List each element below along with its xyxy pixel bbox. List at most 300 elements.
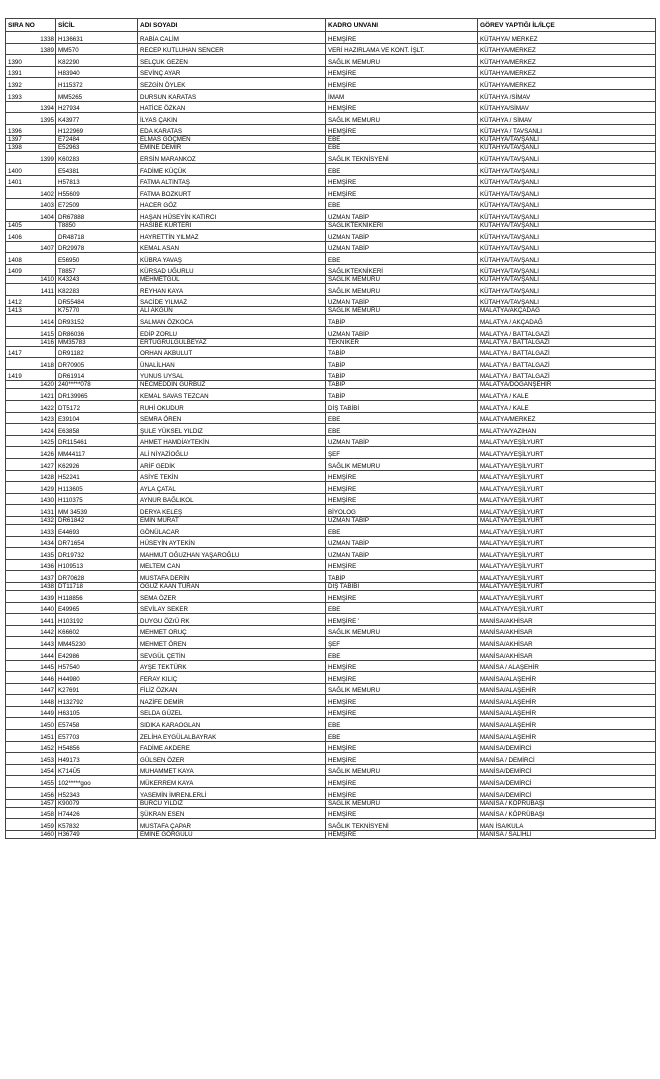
row-adi-soyadi: EDA KARATAS <box>138 124 326 136</box>
table-row <box>6 548 656 560</box>
table-row <box>6 241 656 253</box>
row-adi-soyadi: ERTUGRULGÜLBEYAZ <box>138 338 326 346</box>
table-row <box>6 253 656 265</box>
row-kadro-unvani: HEMŞİRE <box>326 187 478 199</box>
row-adi-soyadi: HASİBE KURTERİ <box>138 221 326 229</box>
row-gorev-yeri: KÜTAHYA/TAVŞANLI <box>478 295 656 307</box>
row-gorev-yeri: MALATYA/YEŞİLYURT <box>478 459 656 471</box>
row-adi-soyadi: SEVGÜL ÇETİN <box>138 648 326 660</box>
table-row <box>6 788 656 800</box>
row-gorev-yeri: KÜTAHYA/TAVŞANLI <box>478 229 656 241</box>
table-row <box>6 447 656 459</box>
row-gorev-yeri: MANİSA/DEMİRCİ <box>478 741 656 753</box>
row-gorev-yeri: MANİSA / KÖPRÜBAŞI <box>478 799 656 807</box>
row-adi-soyadi: SEMA ÖZER <box>138 590 326 602</box>
row-sicil: DT11718 <box>56 582 138 590</box>
row-kadro-unvani: TABİP <box>326 358 478 370</box>
row-gorev-yeri: KÜTAHYA/TAVŞANLI <box>478 210 656 222</box>
row-kadro-unvani: HEMŞİRE <box>326 482 478 494</box>
table-row <box>6 229 656 241</box>
table-row <box>6 741 656 753</box>
row-gorev-yeri: MALATYA / KALE <box>478 401 656 413</box>
row-sicil: K43977 <box>56 113 138 125</box>
row-sicil: K57832 <box>56 819 138 831</box>
header-gorev-yeri: GÖREV YAPTIĞI İL/İLÇE <box>478 19 656 32</box>
row-sira-no: 1422 <box>6 401 56 413</box>
row-sicil: E44693 <box>56 524 138 536</box>
table-row <box>6 152 656 164</box>
row-sira-no: 1444 <box>6 648 56 660</box>
row-adi-soyadi: SELDA GÜZEL <box>138 706 326 718</box>
row-sira-no: 1448 <box>6 695 56 707</box>
row-sira-no: 1435 <box>6 548 56 560</box>
row-adi-soyadi: KÜRSAD UĞURLU <box>138 264 326 276</box>
row-gorev-yeri: MANİSA/AKHİSAR <box>478 648 656 660</box>
row-kadro-unvani: HEMŞİRE <box>326 175 478 187</box>
row-sira-no: 1437 <box>6 571 56 583</box>
row-sicil: E42986 <box>56 648 138 660</box>
row-sira-no: 1431 <box>6 505 56 517</box>
row-kadro-unvani: EBE <box>326 718 478 730</box>
row-sicil: DR115461 <box>56 435 138 447</box>
row-sira-no: 1407 <box>6 241 56 253</box>
row-gorev-yeri: MANİSA/ALAŞEHİR <box>478 706 656 718</box>
row-sira-no: 1428 <box>6 470 56 482</box>
row-sira-no: 1449 <box>6 706 56 718</box>
table-row <box>6 571 656 583</box>
row-sicil: 240*****078 <box>56 381 138 389</box>
row-sira-no: 1439 <box>6 590 56 602</box>
table-row <box>6 559 656 571</box>
row-kadro-unvani: EBE <box>326 412 478 424</box>
table-row <box>6 66 656 78</box>
table-row <box>6 718 656 730</box>
table-row <box>6 55 656 67</box>
row-kadro-unvani: SAĞLIK MEMURU <box>326 799 478 807</box>
table-row <box>6 482 656 494</box>
row-gorev-yeri: MALATYA/MERKEZ <box>478 412 656 424</box>
row-adi-soyadi: YASEMİN İMRENLERLİ <box>138 788 326 800</box>
row-sicil: MM570 <box>56 43 138 55</box>
table-row <box>6 101 656 113</box>
table-row <box>6 706 656 718</box>
row-gorev-yeri: KÜTAHYA/TAVŞANLI <box>478 284 656 296</box>
row-kadro-unvani: UZMAN TABİP <box>326 327 478 339</box>
table-row <box>6 78 656 90</box>
row-sira-no: 1445 <box>6 660 56 672</box>
row-sicil: H103192 <box>56 614 138 626</box>
row-kadro-unvani: ŞEF <box>326 447 478 459</box>
row-sicil: H115372 <box>56 78 138 90</box>
row-gorev-yeri: MALATYA / BATTALGAZİ <box>478 338 656 346</box>
row-adi-soyadi: HACER GÖZ <box>138 198 326 210</box>
row-sira-no: 1397 <box>6 136 56 144</box>
row-adi-soyadi: REYHAN KAYA <box>138 284 326 296</box>
row-kadro-unvani: SAĞLIKTEKNİKERİ <box>326 264 478 276</box>
row-kadro-unvani: EBE <box>326 424 478 436</box>
table-row <box>6 381 656 389</box>
row-gorev-yeri: KÜTAHYA/TAVŞANLI <box>478 175 656 187</box>
row-adi-soyadi: HATİCE ÖZKAN <box>138 101 326 113</box>
row-gorev-yeri: MALATYA/YEŞİLYURT <box>478 548 656 560</box>
row-kadro-unvani: HEMŞİRE <box>326 101 478 113</box>
row-sira-no: 1423 <box>6 412 56 424</box>
row-sicil: MM 34539 <box>56 505 138 517</box>
row-gorev-yeri: MALATYA/YAZIHAN <box>478 424 656 436</box>
table-row <box>6 493 656 505</box>
row-sicil: H110375 <box>56 493 138 505</box>
row-adi-soyadi: SELÇUK GEZEN <box>138 55 326 67</box>
table-row <box>6 753 656 765</box>
row-kadro-unvani: TABİP <box>326 381 478 389</box>
row-kadro-unvani: HEMŞİRE <box>326 559 478 571</box>
row-sicil: DR67888 <box>56 210 138 222</box>
row-adi-soyadi: FATMA ALTINTAŞ <box>138 175 326 187</box>
row-sira-no: 1436 <box>6 559 56 571</box>
row-sira-no: 1418 <box>6 358 56 370</box>
row-gorev-yeri: KÜTAHYA/TAVŞANLI <box>478 144 656 152</box>
row-adi-soyadi: AYŞE TEKTÜRK <box>138 660 326 672</box>
row-adi-soyadi: ŞULE YÜKSEL YILDIZ <box>138 424 326 436</box>
row-gorev-yeri: MANİSA/ALAŞEHİR <box>478 718 656 730</box>
row-gorev-yeri: MANİSA/AKHİSAR <box>478 637 656 649</box>
table-row <box>6 672 656 684</box>
row-gorev-yeri: KÜTAHYA/MERKEZ <box>478 43 656 55</box>
row-sira-no: 1395 <box>6 113 56 125</box>
row-sicil: K27691 <box>56 683 138 695</box>
table-row <box>6 276 656 284</box>
row-adi-soyadi: SEMRA ÖREN <box>138 412 326 424</box>
row-adi-soyadi: MAHMUT OĞUZHAN YAŞAROĞLU <box>138 548 326 560</box>
row-kadro-unvani: EBE <box>326 163 478 175</box>
row-sicil: H118856 <box>56 590 138 602</box>
table-row <box>6 175 656 187</box>
row-sira-no: 1338 <box>6 32 56 44</box>
table-row <box>6 89 656 101</box>
row-adi-soyadi: EMİNE DEMİR <box>138 144 326 152</box>
row-adi-soyadi: ZELİHA EYGÜLALBAYRAK <box>138 730 326 742</box>
row-kadro-unvani: TABİP <box>326 369 478 381</box>
row-sicil: K714Û5 <box>56 764 138 776</box>
row-adi-soyadi: GÜLSEN ÖZER <box>138 753 326 765</box>
row-sicil: E39104 <box>56 412 138 424</box>
row-gorev-yeri: MANİSA/ALAŞEHİR <box>478 695 656 707</box>
row-adi-soyadi: MEHMET ÖREN <box>138 637 326 649</box>
row-sicil: K82283 <box>56 284 138 296</box>
row-sira-no: 1455 <box>6 776 56 788</box>
table-row <box>6 113 656 125</box>
row-gorev-yeri: KÜTAHYA/ MERKEZ <box>478 32 656 44</box>
row-sicil: DR48718 <box>56 229 138 241</box>
row-kadro-unvani: SAĞLIK MEMURU <box>326 55 478 67</box>
row-sicil: H109513 <box>56 559 138 571</box>
row-sira-no: 1434 <box>6 536 56 548</box>
row-kadro-unvani: EBE <box>326 524 478 536</box>
row-adi-soyadi: YUNUS UYSAL <box>138 369 326 381</box>
row-sicil: MM45230 <box>56 637 138 649</box>
row-adi-soyadi: ORHAN AKBULUT <box>138 346 326 358</box>
row-sicil: DR93152 <box>56 315 138 327</box>
row-gorev-yeri: MALATYA / BATTALGAZİ <box>478 346 656 358</box>
row-gorev-yeri: MALATYA / AKÇADAĞ <box>478 315 656 327</box>
row-gorev-yeri: KÜTAHYA/TAVŞANLI <box>478 187 656 199</box>
table-row <box>6 136 656 144</box>
row-gorev-yeri: MALATYA / KALE <box>478 389 656 401</box>
row-kadro-unvani: HEMŞİRE <box>326 695 478 707</box>
header-kadro-unvani: KADRO UNVANI <box>326 19 478 32</box>
row-sicil: K60283 <box>56 152 138 164</box>
row-kadro-unvani: TABİP <box>326 389 478 401</box>
row-sicil: DR139965 <box>56 389 138 401</box>
row-gorev-yeri: MANİSA / KÖPRÜBAŞI <box>478 807 656 819</box>
row-sicil: DR71654 <box>56 536 138 548</box>
table-row <box>6 435 656 447</box>
table-row <box>6 32 656 44</box>
row-gorev-yeri: MALATYA/YEŞİLYURT <box>478 505 656 517</box>
row-gorev-yeri: MALATYA/YEŞİLYURT <box>478 536 656 548</box>
row-gorev-yeri: KÜTAHYA/MERKEZ <box>478 66 656 78</box>
row-sira-no: 1453 <box>6 753 56 765</box>
row-adi-soyadi: FERAY KILIÇ <box>138 672 326 684</box>
row-gorev-yeri: MALATYA/YEŞİLYURT <box>478 435 656 447</box>
row-sicil: E56950 <box>56 253 138 265</box>
row-sicil: H57540 <box>56 660 138 672</box>
row-kadro-unvani: HEMŞİRE <box>326 78 478 90</box>
row-adi-soyadi: SALMAN ÖZKOCA <box>138 315 326 327</box>
row-sicil: H52343 <box>56 788 138 800</box>
row-kadro-unvani: EBE <box>326 730 478 742</box>
row-sira-no: 1412 <box>6 295 56 307</box>
row-sira-no: 1394 <box>6 101 56 113</box>
row-gorev-yeri: KÜTAHYA/MERKEZ <box>478 55 656 67</box>
row-kadro-unvani: TEKNİKER <box>326 338 478 346</box>
row-gorev-yeri: KÜTAHYA/TAVŞANLI <box>478 264 656 276</box>
table-row <box>6 625 656 637</box>
row-sira-no: 1427 <box>6 459 56 471</box>
table-row <box>6 683 656 695</box>
row-adi-soyadi: NAZİFE DEMİR <box>138 695 326 707</box>
row-sicil: H74426 <box>56 807 138 819</box>
row-gorev-yeri: KÜTAHYA/TAVŞANLI <box>478 253 656 265</box>
row-sira-no: 1396 <box>6 124 56 136</box>
row-sira-no: 1411 <box>6 284 56 296</box>
row-kadro-unvani: EBE <box>326 198 478 210</box>
row-sira-no: 1389 <box>6 43 56 55</box>
row-kadro-unvani: EBE <box>326 144 478 152</box>
row-gorev-yeri: MALATYA/YEŞİLYURT <box>478 516 656 524</box>
row-sira-no: 1426 <box>6 447 56 459</box>
table-row <box>6 412 656 424</box>
row-adi-soyadi: OĞUZ KAAN TURAN <box>138 582 326 590</box>
row-gorev-yeri: KÜTAHYA/MERKEZ <box>478 78 656 90</box>
row-adi-soyadi: AHMET HAMDİAYTEKİN <box>138 435 326 447</box>
row-sicil: E49965 <box>56 602 138 614</box>
row-gorev-yeri: MALATYA/YEŞİLYURT <box>478 602 656 614</box>
row-adi-soyadi: RABİA CALİM <box>138 32 326 44</box>
row-sira-no: 1430 <box>6 493 56 505</box>
row-kadro-unvani: DİŞ TABİBİ <box>326 401 478 413</box>
row-sicil: DR29978 <box>56 241 138 253</box>
table-row <box>6 614 656 626</box>
row-kadro-unvani: SAĞLIK TEKNİSYENİ <box>326 152 478 164</box>
row-sira-no: 1409 <box>6 264 56 276</box>
row-adi-soyadi: ŞÜKRAN ESEN <box>138 807 326 819</box>
row-adi-soyadi: İLYAS ÇAKIN <box>138 113 326 125</box>
row-sicil: K62926 <box>56 459 138 471</box>
row-kadro-unvani: UZMAN TABİP <box>326 229 478 241</box>
row-adi-soyadi: DURSUN KARATAS <box>138 89 326 101</box>
row-kadro-unvani: UZMAN TABİP <box>326 435 478 447</box>
row-adi-soyadi: SACİDE YILMAZ <box>138 295 326 307</box>
row-adi-soyadi: ÜNALİLHAN <box>138 358 326 370</box>
row-kadro-unvani: SAĞLIK MEMURU <box>326 307 478 315</box>
row-sicil: H55609 <box>56 187 138 199</box>
table-row <box>6 338 656 346</box>
header-sicil: SİCİL <box>56 19 138 32</box>
table-row <box>6 346 656 358</box>
row-kadro-unvani: HEMŞİRE <box>326 124 478 136</box>
row-kadro-unvani: HEMŞİRE <box>326 32 478 44</box>
row-gorev-yeri: KÜTAHYA / TAVSANLI <box>478 124 656 136</box>
header-adi-soyadi: ADI SOYADI <box>138 19 326 32</box>
row-gorev-yeri: KÜTAHYA/TAVŞANLI <box>478 221 656 229</box>
row-gorev-yeri: KÜTAHYA/TAVŞANLI <box>478 276 656 284</box>
row-kadro-unvani: HEMŞİRE <box>326 788 478 800</box>
row-sira-no: 1454 <box>6 764 56 776</box>
table-row <box>6 144 656 152</box>
row-sicil: MM44117 <box>56 447 138 459</box>
row-sicil: H44980 <box>56 672 138 684</box>
row-sira-no: 1440 <box>6 602 56 614</box>
row-gorev-yeri: MALATYA/YEŞİLYURT <box>478 447 656 459</box>
row-sira-no: 1443 <box>6 637 56 649</box>
row-kadro-unvani: SAĞLIK MEMURU <box>326 113 478 125</box>
row-kadro-unvani: EBE <box>326 602 478 614</box>
row-gorev-yeri: KÜTAHYA/TAVŞANLI <box>478 198 656 210</box>
row-sira-no: 1451 <box>6 730 56 742</box>
row-adi-soyadi: SEZGİN ÖYLEK <box>138 78 326 90</box>
row-kadro-unvani: UZMAN TABİP <box>326 548 478 560</box>
row-kadro-unvani: TABİP <box>326 571 478 583</box>
row-sicil: MM35783 <box>56 338 138 346</box>
row-sira-no: 1424 <box>6 424 56 436</box>
row-sira-no: 1452 <box>6 741 56 753</box>
row-gorev-yeri: MAN İSA/KULA <box>478 819 656 831</box>
row-kadro-unvani: TABİP <box>326 315 478 327</box>
table-row <box>6 602 656 614</box>
table-body <box>6 32 656 839</box>
row-adi-soyadi: SIDIKA KARAOGLAN <box>138 718 326 730</box>
table-row <box>6 582 656 590</box>
row-sira-no: 1406 <box>6 229 56 241</box>
table-row <box>6 807 656 819</box>
header-sira-no: SIRA NO <box>6 19 56 32</box>
row-kadro-unvani: HEMŞİRE <box>326 776 478 788</box>
row-gorev-yeri: MANİSA/AKHİSAR <box>478 625 656 637</box>
row-sira-no: 1401 <box>6 175 56 187</box>
row-kadro-unvani: HEMŞİRE <box>326 590 478 602</box>
row-kadro-unvani: HEMŞİRE <box>326 660 478 672</box>
row-sira-no: 1425 <box>6 435 56 447</box>
row-kadro-unvani: EBE <box>326 253 478 265</box>
header-row <box>6 19 656 32</box>
row-gorev-yeri: MALATYA/AKÇADAĞ <box>478 307 656 315</box>
row-gorev-yeri: MALATYA/YEŞİLYURT <box>478 590 656 602</box>
row-sira-no: 1413 <box>6 307 56 315</box>
table-row <box>6 389 656 401</box>
row-adi-soyadi: FATMA BOZKURT <box>138 187 326 199</box>
row-kadro-unvani: HEMŞİRE <box>326 493 478 505</box>
row-adi-soyadi: MUSTAFA ÇAPAR <box>138 819 326 831</box>
row-sicil: DR61914 <box>56 369 138 381</box>
row-gorev-yeri: KÜTAHYA / SİMAV <box>478 113 656 125</box>
table-row <box>6 264 656 276</box>
row-adi-soyadi: FADİME KÜÇÜK <box>138 163 326 175</box>
row-adi-soyadi: HAŞAN HÜSEYİN KATIRCI <box>138 210 326 222</box>
row-gorev-yeri: MANİSA/ALAŞEHİR <box>478 672 656 684</box>
row-kadro-unvani: HEMŞİRE <box>326 470 478 482</box>
table-row <box>6 221 656 229</box>
row-sicil: E72484 <box>56 136 138 144</box>
row-sicil: H52241 <box>56 470 138 482</box>
row-gorev-yeri: MALATYA/YEŞİLYURT <box>478 524 656 536</box>
row-sira-no: 1450 <box>6 718 56 730</box>
row-sira-no: 1447 <box>6 683 56 695</box>
row-kadro-unvani: ŞEF <box>326 637 478 649</box>
table-row <box>6 524 656 536</box>
row-adi-soyadi: RECEP KUTLUHAN SENCER <box>138 43 326 55</box>
row-sira-no: 1390 <box>6 55 56 67</box>
table-row <box>6 470 656 482</box>
row-kadro-unvani: VERİ HAZIRLAMA VE KONT. İŞLT. <box>326 43 478 55</box>
row-gorev-yeri: KÜTAHYA /SİMAV <box>478 89 656 101</box>
row-gorev-yeri: KÜTAHYA/SİMAV <box>478 101 656 113</box>
row-gorev-yeri: KÜTAHYA/TAVŞANLI <box>478 136 656 144</box>
row-adi-soyadi: ALİ AKGÜN <box>138 307 326 315</box>
row-sicil: H132792 <box>56 695 138 707</box>
table-row <box>6 660 656 672</box>
row-sicil: E57703 <box>56 730 138 742</box>
row-adi-soyadi: FADİME AKDERE <box>138 741 326 753</box>
table-row <box>6 210 656 222</box>
row-adi-soyadi: MUHAMMET KAYA <box>138 764 326 776</box>
table-row <box>6 424 656 436</box>
row-sira-no: 1400 <box>6 163 56 175</box>
row-sicil: E52963 <box>56 144 138 152</box>
row-adi-soyadi: BURCU YILDIZ <box>138 799 326 807</box>
row-gorev-yeri: KÜTAHYA/TAVŞANLI <box>478 241 656 253</box>
row-kadro-unvani: HEMŞİRE <box>326 741 478 753</box>
table-row <box>6 730 656 742</box>
row-sira-no: 1441 <box>6 614 56 626</box>
row-gorev-yeri: MALATYA/YEŞİLYURT <box>478 571 656 583</box>
row-sicil: E57458 <box>56 718 138 730</box>
row-sira-no: 1438 <box>6 582 56 590</box>
row-adi-soyadi: ELMAS GÖÇMEN <box>138 136 326 144</box>
row-sicil: K82290 <box>56 55 138 67</box>
row-sira-no: 1420 <box>6 381 56 389</box>
row-gorev-yeri: MANİSA/ALAŞEHİR <box>478 683 656 695</box>
row-sira-no: 1460 <box>6 830 56 838</box>
row-kadro-unvani: UZMAN TABİP <box>326 295 478 307</box>
row-sira-no: 1419 <box>6 369 56 381</box>
row-adi-soyadi: SEVİLAY SEKER <box>138 602 326 614</box>
table-row <box>6 295 656 307</box>
row-adi-soyadi: ARİF GEDİK <box>138 459 326 471</box>
row-sicil: H83940 <box>56 66 138 78</box>
row-sicil: E72509 <box>56 198 138 210</box>
row-adi-soyadi: FİLİZ ÖZKAN <box>138 683 326 695</box>
